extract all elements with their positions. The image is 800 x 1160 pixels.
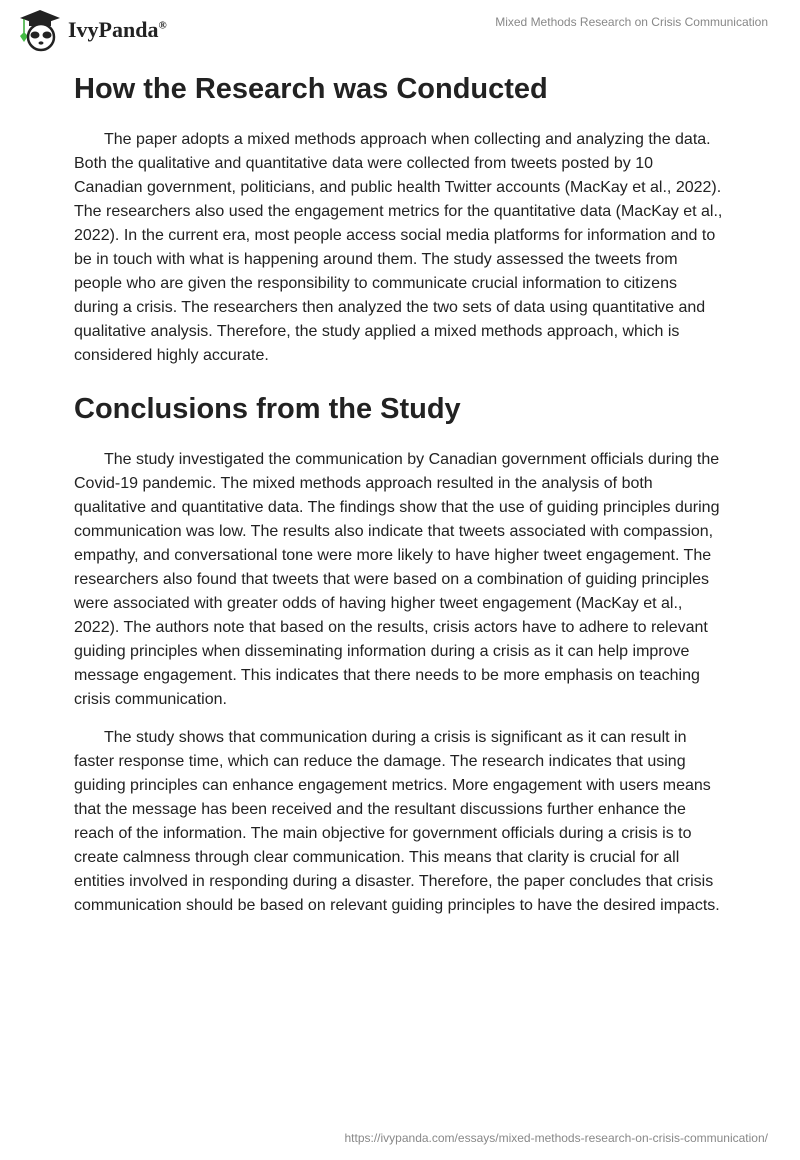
paragraph: The paper adopts a mixed methods approach when collecting and analyzing the data. Both the qualitative and quantitative data were collected from tweets posted by 10 Canadian government, politicians, and public health Twitter accounts (MacKay et al., 2022). The researchers also used the engagement metrics for the quantitative data (MacKay et al., 2022). In the current era, most people access social media platforms for information and to be in touch with what is happening around them. The study assessed the tweets from people who are given the responsibility to communicate crucial information to citizens during a crisis. The researchers then analyzed the two sets of data using quantitative and qualitative analysis. Therefore, the study applied a mixed methods approach, which is considered highly accurate.	[74, 131, 723, 364]
essay-content	[74, 70, 724, 932]
paragraph: The study investigated the communication by Canadian government officials during the Covid-19 pandemic. The mixed methods approach resulted in the analysis of both qualitative and quantitative data. The findings show that the use of guiding principles during communication was low. The results also indicate that tweets associated with compassion, empathy, and conversational tone were more likely to have higher tweet engagement. The researchers also found that tweets that were based on a combination of guiding principles were associated with greater odds of having higher tweet engagement (MacKay et al., 2022). The authors note that based on the results, crisis actors have to adhere to relevant guiding principles when disseminating information during a crisis as it can help improve message engagement. This indicates that there needs to be more emphasis on teaching crisis communication.	[74, 451, 720, 708]
brand-name: IvyPanda	[68, 17, 159, 42]
registered-mark: ®	[158, 19, 167, 32]
section-heading: Conclusions from the Study	[74, 393, 461, 425]
section-heading: How the Research was Conducted	[74, 73, 548, 105]
document-title: Mixed Methods Research on Crisis Communication	[495, 15, 768, 29]
paragraph: The study shows that communication during a crisis is significant as it can result in faster response time, which can reduce the damage. The research indicates that using guiding principles can enhance engagement metrics. More engagement with users means that the message has been received and the resultant discussions further enhance the reach of the information. The main objective for government officials during a crisis is to create calmness through clear communication. This means that clarity is crucial for all entities involved in responding during a disaster. Therefore, the paper concludes that crisis communication should be based on relevant guiding principles to have the desired impacts.	[74, 729, 720, 914]
ivypanda-logo[interactable]	[18, 8, 167, 52]
panda-logo-icon	[18, 8, 62, 52]
source-url[interactable]: https://ivypanda.com/essays/mixed-methods-research-on-crisis-communication/	[344, 1131, 768, 1145]
